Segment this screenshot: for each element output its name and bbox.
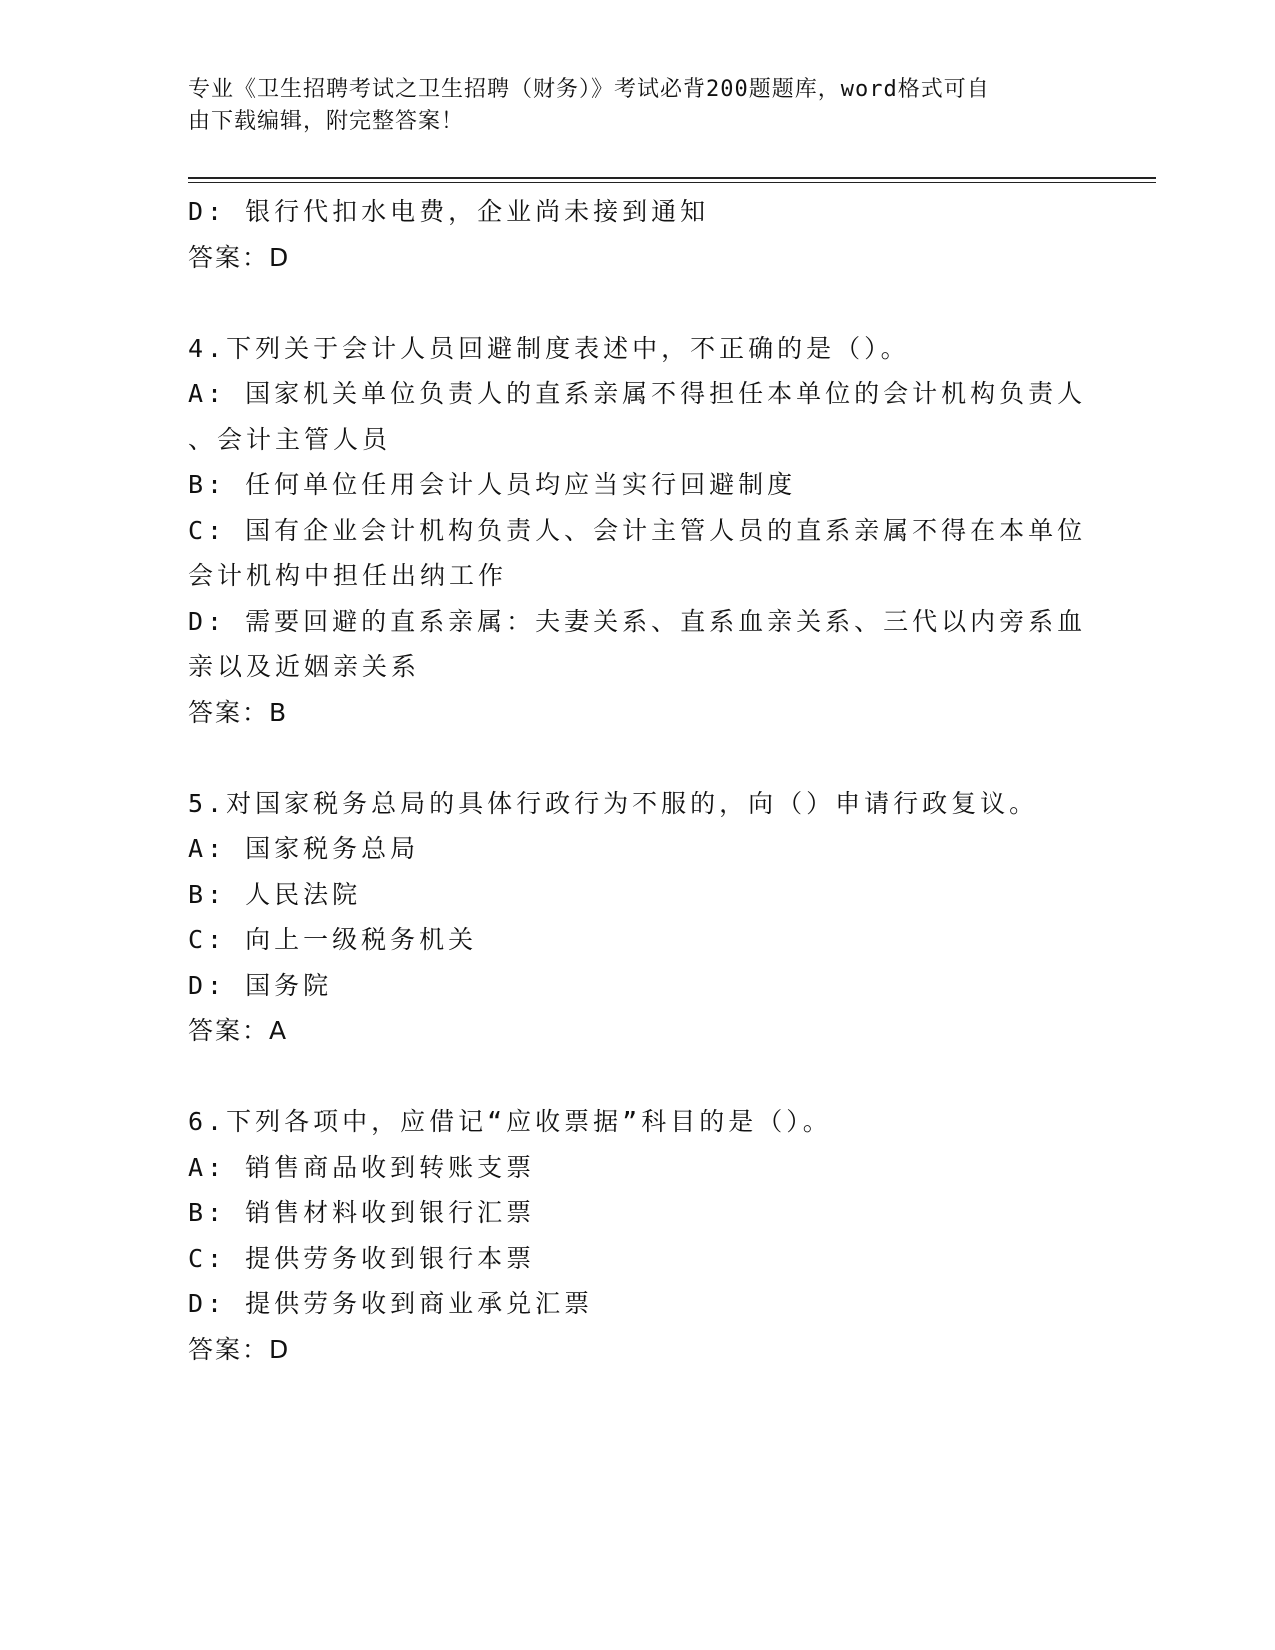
question-text: 5.对国家税务总局的具体行政行为不服的，向（）申请行政复议。 [188,788,1039,818]
question-list [188,189,1088,1372]
option-c: C: 提供劳务收到银行本票 [188,1243,536,1273]
question-text: 6.下列各项中，应借记“应收票据”科目的是（）。 [188,1107,832,1136]
option-c-continued: 会计机构中担任出纳工作 [188,561,508,590]
option-c: C: 国有企业会计机构负责人、会计主管人员的直系亲属不得在本单位 [188,515,1087,545]
option-a: A: 销售商品收到转账支票 [188,1152,536,1182]
option-c: C: 向上一级税务机关 [188,925,478,954]
option-a: A: 国家税务总局 [188,834,420,863]
header-divider-thin [188,182,1156,183]
answer-label: 答案：D [188,1334,291,1364]
option-d: D: 提供劳务收到商业承兑汇票 [188,1289,594,1318]
answer-label: 答案：D [188,242,291,272]
option-a: A: 国家机关单位负责人的直系亲属不得担任本单位的会计机构负责人 [188,379,1087,408]
option-a-continued: 、会计主管人员 [188,424,392,454]
question-4 [188,326,1088,736]
option-b: B: 任何单位任用会计人员均应当实行回避制度 [188,470,797,499]
question-text: 4.下列关于会计人员回避制度表述中，不正确的是（）。 [188,333,910,363]
header-divider-thick [188,177,1156,179]
option-b: B: 人民法院 [188,879,362,909]
answer-label: 答案：B [188,697,289,727]
header-line-2: 由下载编辑，附完整答案！ [188,109,465,134]
document-header [188,74,1088,138]
question-5 [188,781,1088,1054]
option-d: D: 需要回避的直系亲属：夫妻关系、直系血亲关系、三代以内旁系血 [188,606,1087,636]
answer-label: 答案：A [188,1016,289,1045]
carryover-block [188,189,1088,280]
option-b: B: 销售材料收到银行汇票 [188,1198,536,1227]
option-d-continued: 亲以及近姻亲关系 [188,652,421,681]
option-d: D: 银行代扣水电费，企业尚未接到通知 [188,197,710,226]
option-d: D: 国务院 [188,970,333,1000]
question-6 [188,1099,1088,1372]
header-line-1: 专业《卫生招聘考试之卫生招聘（财务）》考试必背200题题库，word格式可自 [188,77,990,102]
